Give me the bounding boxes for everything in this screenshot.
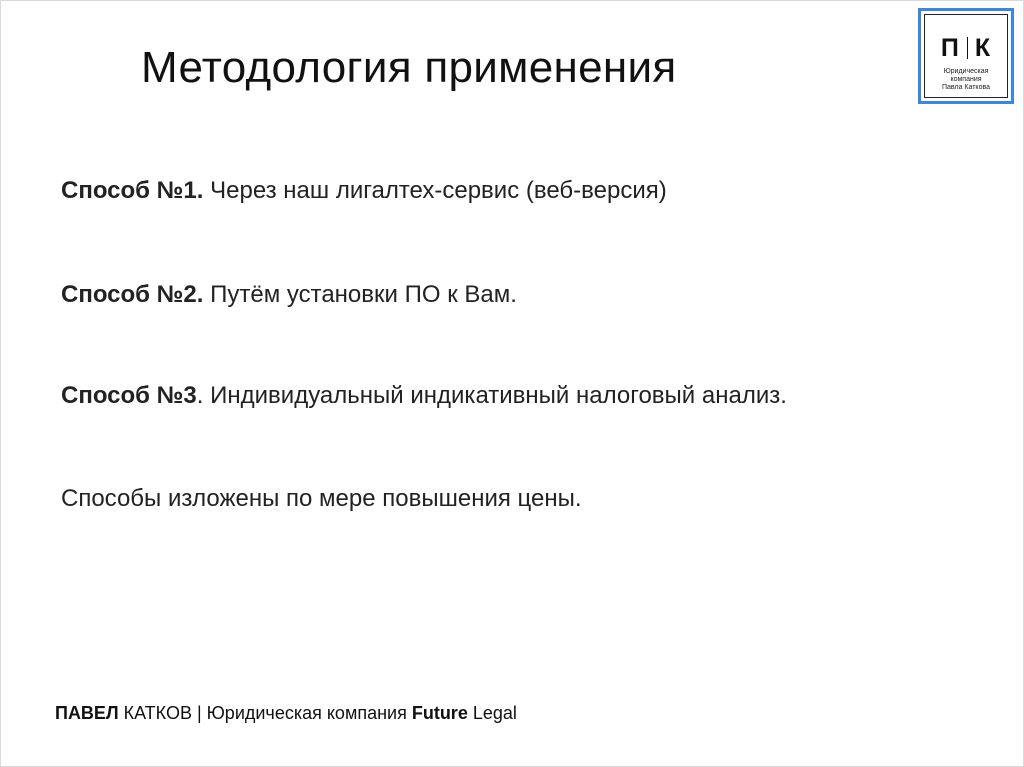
logo-caption [925, 68, 1007, 92]
logo-caption-line-3: Павла Каткова [942, 84, 990, 91]
method-label-1: Способ №1. [61, 177, 204, 204]
footer [55, 703, 517, 724]
method-text-1: Через наш лигалтех-сервис (веб-версия) [203, 177, 667, 204]
logo-divider [967, 37, 968, 59]
logo-letter-k: К [974, 34, 992, 62]
method-text-3: . Индивидуальный индикативный налоговый анализ. [196, 382, 787, 409]
method-label-3: Способ №3 [61, 382, 197, 409]
logo-monogram [925, 35, 1007, 61]
logo-frame [924, 14, 1008, 98]
company-logo [918, 8, 1014, 104]
method-item-2 [61, 281, 517, 309]
footer-name-rest: КАТКОВ | Юридическая компания [118, 703, 412, 723]
footer-company-bold: Future [411, 703, 468, 723]
footer-company-rest: Legal [467, 703, 517, 723]
logo-caption-line-2: компания [950, 76, 982, 83]
logo-letter-p: П [940, 34, 960, 62]
method-item-1 [61, 177, 667, 205]
footer-name-bold: ПАВЕЛ [55, 703, 119, 723]
method-text-2: Путём установки ПО к Вам. [203, 281, 517, 308]
logo-caption-line-1: Юридическая [943, 68, 989, 75]
slide-title: Методология применения [141, 43, 677, 92]
method-label-2: Способ №2. [61, 281, 204, 308]
price-order-note: Способы изложены по мере повышения цены. [61, 485, 582, 512]
method-item-3 [61, 382, 787, 410]
